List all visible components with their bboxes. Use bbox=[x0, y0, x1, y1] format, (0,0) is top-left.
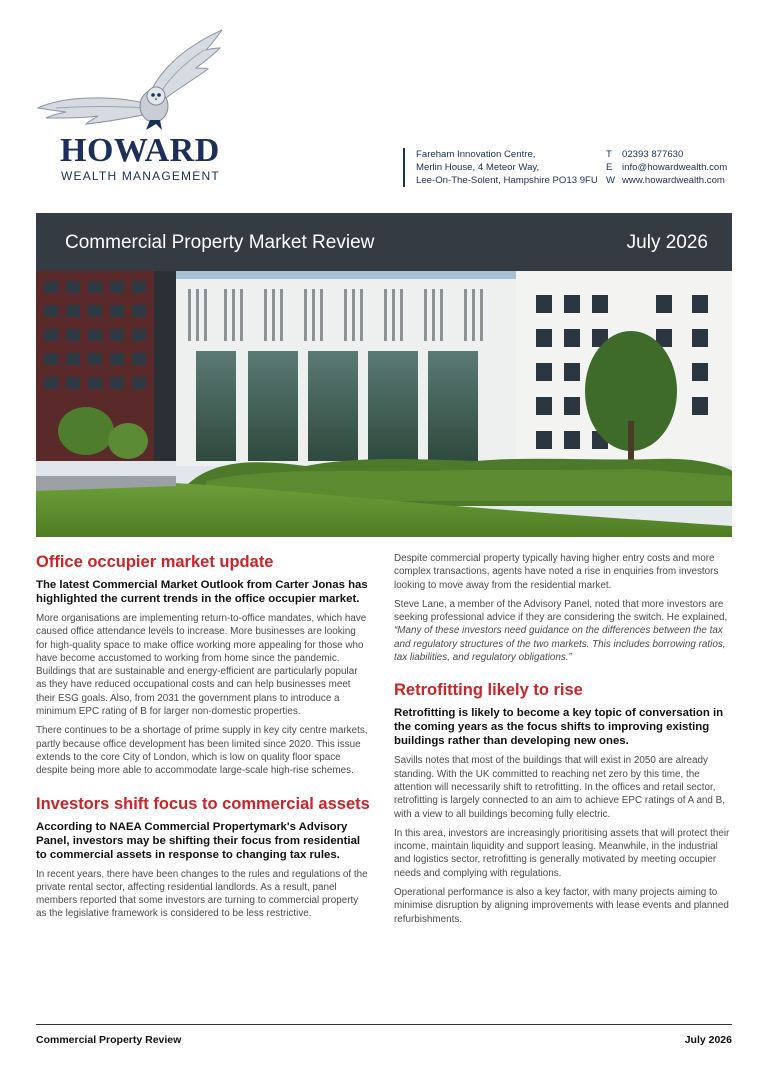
address-line: Merlin House, 4 Meteor Way, bbox=[416, 162, 540, 173]
brand-subtitle: WEALTH MANAGEMENT bbox=[61, 169, 220, 183]
banner-date: July 2026 bbox=[626, 232, 708, 253]
footer-divider bbox=[36, 1024, 732, 1025]
section-lead-office: The latest Commercial Market Outlook from Carter Jonas has highlighted the current trends in the office occupier market. bbox=[36, 579, 368, 605]
address-line: Lee-On-The-Solent, Hampshire PO13 9FU bbox=[416, 175, 598, 186]
email-label: E bbox=[606, 162, 613, 173]
quote-intro: Steve Lane, a member of the Advisory Panel, noted that more investors are seeking professional advice if they are considering the switch. He explained, bbox=[394, 598, 728, 624]
section-lead-retrofit: Retrofitting is likely to become a key topic of conversation in the coming years as the focus shifts to improving existing buildings rather than developing new ones. bbox=[394, 707, 724, 748]
section-heading-office: Office occupier market update bbox=[36, 553, 274, 571]
company-logo bbox=[36, 26, 236, 186]
footer-title: Commercial Property Review bbox=[36, 1034, 182, 1046]
contact-address bbox=[403, 148, 598, 187]
paragraph: Savills notes that most of the buildings that will exist in 2050 are already standing. With the UK committed to reaching net zero by this time, the attention will necessarily shift to retrofitting. In the offices and retail sector, retrofitting is largely connected to an aim to achieve EPC ratings of A and B, with a view to all buildings becoming fully electric. bbox=[394, 755, 725, 820]
left-column bbox=[36, 552, 370, 927]
phone-label: T bbox=[606, 149, 612, 160]
phone-number[interactable]: 02393 877630 bbox=[622, 149, 684, 160]
paragraph: Operational performance is also a key factor, with many projects aiming to minimise disruption by aligning improvements with lease events and planned refurbishments. bbox=[394, 887, 729, 925]
paragraph: There continues to be a shortage of prime supply in key city centre markets, partly because office development has been limited since 2020. This issue extends to the core City of London, which is low on quality floor space despite being more able to accommodate large-scale high-rise schemes. bbox=[36, 725, 368, 777]
paragraph-with-quote bbox=[394, 598, 732, 664]
quote-text: “Many of these investors need guidance on the differences between the tax and regulatory structures of the two markets. This includes borrowing ratios, tax liabilities, and regulatory obligations.” bbox=[394, 625, 726, 664]
title-banner bbox=[36, 213, 732, 271]
right-column bbox=[394, 552, 732, 932]
paragraph: More organisations are implementing return-to-office mandates, which have caused office attendance levels to increase. More businesses are looking for high-quality space to make office working more appealing for those who have become accustomed to working from home since the pandemic. Buildings that are sustainable and energy-efficient are particularly popular as they have reduced occupational costs and can help businesses meet their ESG goals. Also, from 2031 the government plans to introduce a minimum EPC rating of B for larger non-domestic properties. bbox=[36, 613, 367, 718]
banner-title: Commercial Property Market Review bbox=[65, 232, 375, 253]
paragraph: In recent years, there have been changes to the rules and regulations of the private rental sector, affecting residential landlords. As a result, panel members reported that some investors are turning to commercial property as the legislative framework is considered to be less restrictive. bbox=[36, 868, 368, 920]
contact-details bbox=[606, 148, 727, 187]
web-label: W bbox=[606, 175, 616, 186]
owl-icon bbox=[36, 26, 236, 136]
hero-building-image bbox=[36, 271, 732, 537]
brand-name: HOWARD bbox=[60, 132, 220, 169]
section-lead-investors: According to NAEA Commercial Propertymark's Advisory Panel, investors may be shifting their focus from residential to commercial assets in response to changing tax rules. bbox=[36, 820, 361, 861]
section-heading-investors: Investors shift focus to commercial assets bbox=[36, 794, 370, 813]
email-link[interactable]: info@howardwealth.com bbox=[622, 162, 728, 173]
website-link[interactable]: www.howardwealth.com bbox=[622, 175, 725, 186]
paragraph: Despite commercial property typically having higher entry costs and more complex transactions, agents have noted a rise in enquiries from investors looking to move away from the residential market. bbox=[394, 553, 719, 591]
footer-date: July 2026 bbox=[684, 1034, 732, 1046]
section-heading-retrofit: Retrofitting likely to rise bbox=[394, 681, 583, 700]
address-line: Fareham Innovation Centre, bbox=[416, 149, 536, 160]
paragraph: In this area, investors are increasingly prioritising assets that will protect their income, maintain liquidity and support leasing. Meanwhile, in the industrial and logistics sector, retrofitting is generally motivated by meeting occupier needs and complying with regulations. bbox=[394, 827, 730, 879]
